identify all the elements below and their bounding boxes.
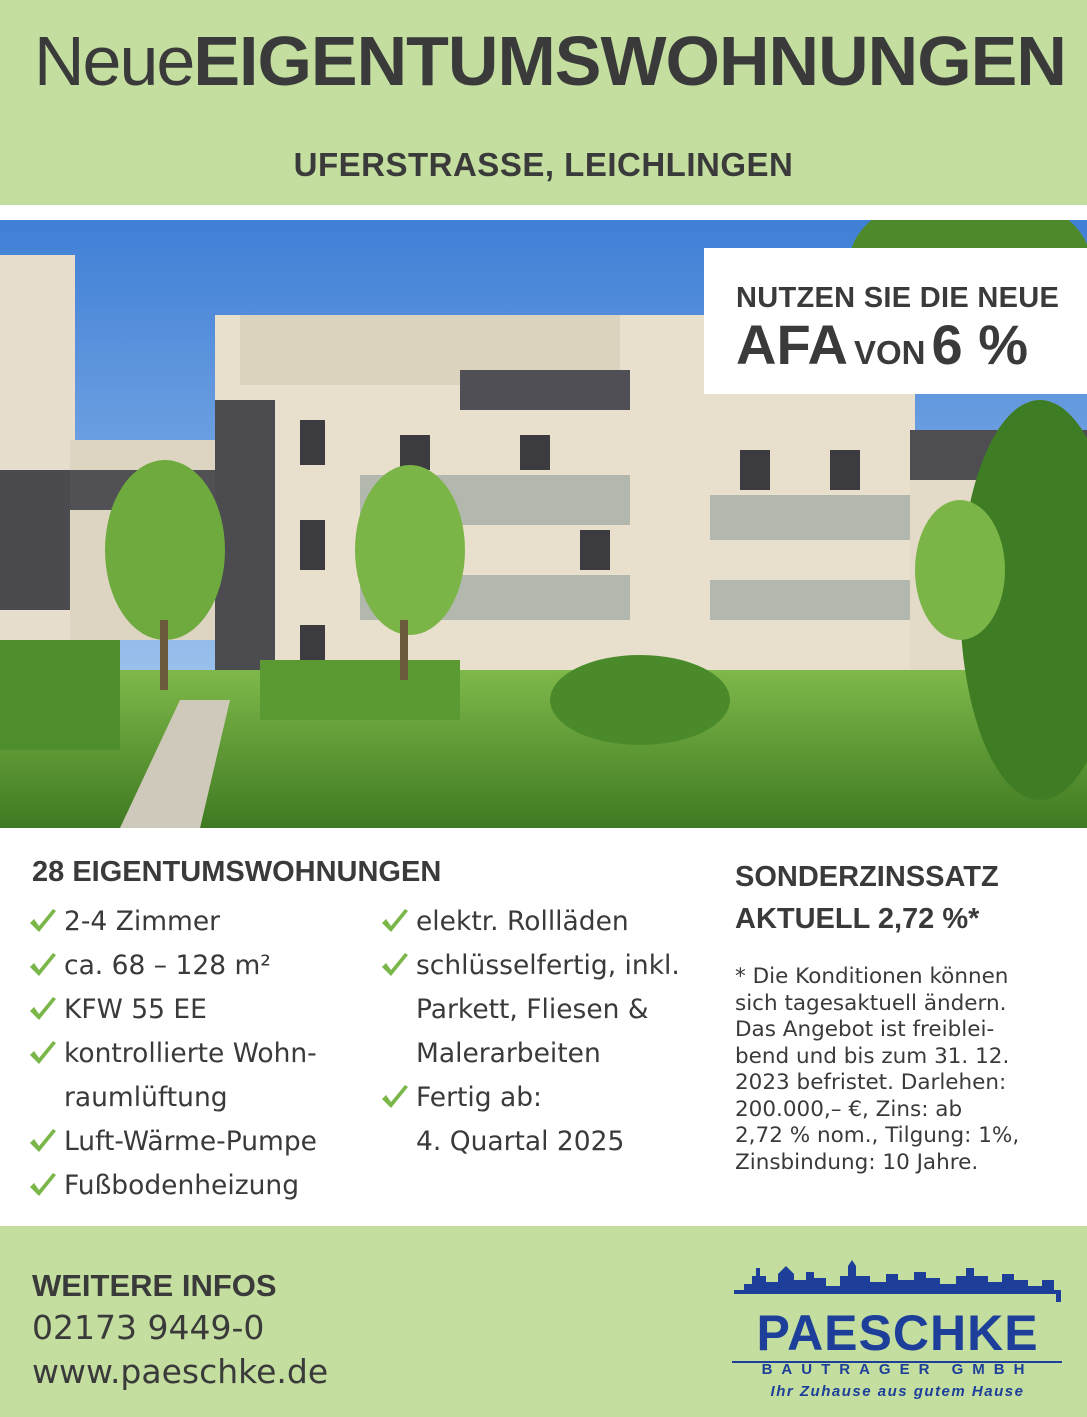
feature-text: KFW 55 EE — [64, 994, 207, 1025]
location-subtitle: UFERSTRASSE, LEICHLINGEN — [293, 146, 794, 183]
feature-item — [28, 988, 368, 1032]
feature-text: schlüsselfertig, inkl. Parkett, Fliesen & Malerarbeiten — [416, 950, 680, 1069]
header-band — [0, 0, 1087, 205]
feature-text: Fertig ab: 4. Quartal 2025 — [416, 1082, 625, 1157]
page-title — [34, 22, 1066, 100]
feature-item — [380, 900, 700, 944]
feature-item — [28, 1164, 368, 1208]
footnote-line: Das Angebot ist freiblei- — [735, 1017, 995, 1042]
feature-text: 2-4 Zimmer — [64, 906, 221, 937]
footer-band — [0, 1226, 1087, 1417]
feature-item — [380, 944, 700, 1076]
footnote-line: 2023 befristet. Darlehen: — [735, 1070, 1007, 1095]
checkmark-icon — [28, 1164, 64, 1208]
feature-item — [28, 1032, 368, 1120]
footnote-line: 200.000,– €, Zins: ab — [735, 1096, 963, 1122]
feature-text: kontrollierte Wohn- raumlüftung — [64, 1038, 317, 1113]
checkmark-icon — [380, 900, 416, 944]
promo-line2 — [736, 313, 1087, 376]
promo-von: VON — [854, 334, 926, 371]
checkmark-icon — [28, 1120, 64, 1164]
promo-afa: AFA — [736, 313, 848, 376]
logo-subtitle: BAUTRÄGER GMBH — [761, 1361, 1034, 1378]
feature-text: elektr. Rollläden — [416, 906, 629, 937]
feature-item — [28, 900, 368, 944]
special-rate-line2: AKTUELL 2,72 %* — [735, 903, 980, 935]
contact-info — [32, 1266, 328, 1394]
skyline-icon — [730, 1246, 1065, 1306]
feature-item — [28, 944, 368, 988]
features-list-left — [28, 900, 368, 1208]
feature-item — [28, 1120, 368, 1164]
features-heading: 28 EIGENTUMSWOHNUNGEN — [32, 856, 442, 888]
feature-text: ca. 68 – 128 m² — [64, 950, 271, 981]
logo-tagline: Ihr Zuhause aus gutem Hause — [770, 1383, 1025, 1400]
special-rate-heading — [735, 856, 999, 940]
special-rate-line1: SONDERZINSSATZ — [735, 861, 999, 893]
paeschke-logo — [730, 1246, 1065, 1406]
conditions-footnote — [735, 964, 1065, 1176]
footnote-line: bend und bis zum 31. 12. — [735, 1043, 1010, 1069]
feature-text: Luft-Wärme-Pumpe — [64, 1126, 317, 1157]
footnote-line: Zinsbindung: 10 Jahre. — [735, 1149, 979, 1175]
contact-heading: WEITERE INFOS — [32, 1268, 277, 1303]
checkmark-icon — [28, 944, 64, 988]
feature-text: Fußbodenheizung — [64, 1170, 300, 1201]
checkmark-icon — [28, 988, 64, 1032]
title-light: Neue — [34, 22, 194, 100]
phone-number[interactable]: 02173 9449-0 — [32, 1308, 265, 1347]
checkmark-icon — [380, 1076, 416, 1120]
logo-name: PAESCHKE — [756, 1305, 1039, 1361]
checkmark-icon — [28, 1032, 64, 1076]
checkmark-icon — [28, 900, 64, 944]
promo-percent: 6 % — [931, 313, 1029, 376]
afa-promo-box — [704, 248, 1087, 394]
feature-item — [380, 1076, 700, 1164]
website-link[interactable]: www.paeschke.de — [32, 1352, 329, 1391]
footnote-line: 2,72 % nom., Tilgung: 1%, — [735, 1123, 1020, 1148]
promo-line1: NUTZEN SIE DIE NEUE — [736, 282, 1060, 314]
title-bold: EIGENTUMSWOHNUNGEN — [193, 22, 1066, 100]
checkmark-icon — [380, 944, 416, 988]
footnote-line: sich tagesaktuell ändern. — [735, 990, 1007, 1016]
features-list-right — [380, 900, 700, 1164]
footnote-line: * Die Konditionen können — [735, 964, 1009, 989]
